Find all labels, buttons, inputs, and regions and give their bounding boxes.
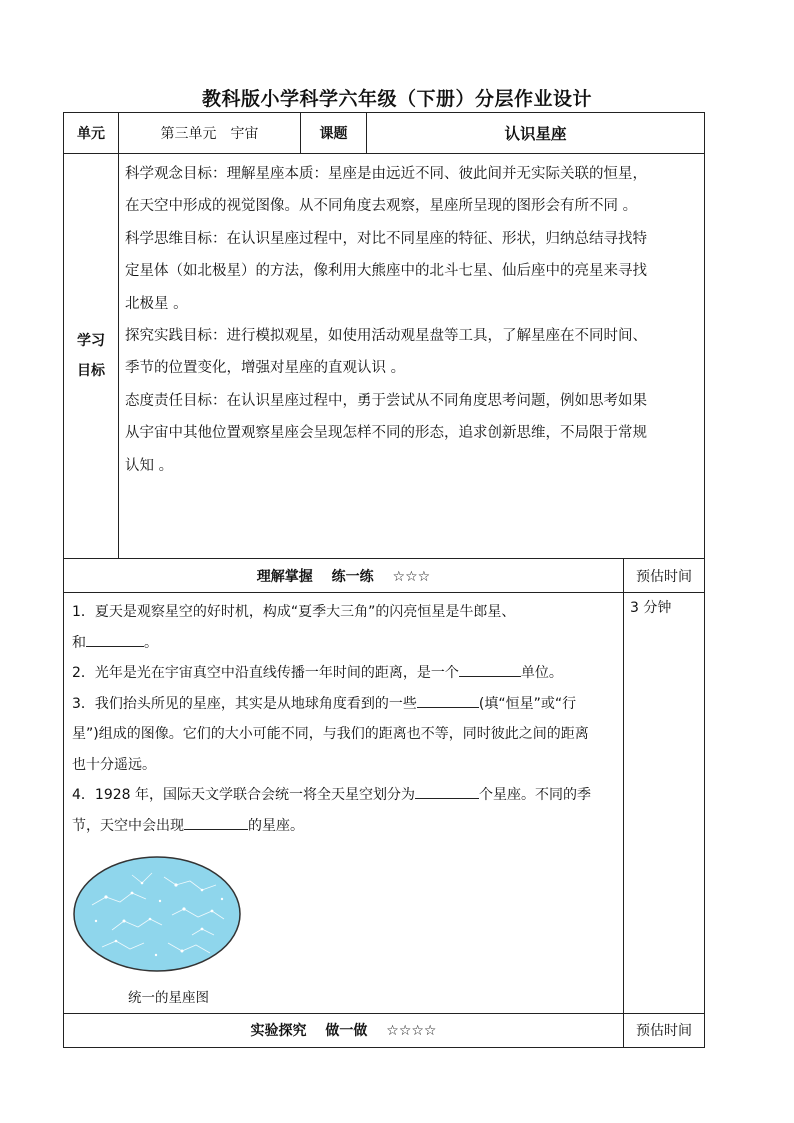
topic-label: 课题 <box>301 113 367 154</box>
answer-blank[interactable] <box>184 815 248 830</box>
unit-value: 第三单元 宇宙 <box>119 113 301 154</box>
question-3: 3．我们抬头所见的星座，其实是从地球角度看到的一些 (填“恒星”或“行 星”)组成的图像。它们的大小可能不同，与我们的距离也不等，同时彼此之间的距离 也十分遥远。 <box>72 689 615 781</box>
goal-line: 季节的位置变化，增强对星座的直观认识 。 <box>125 360 406 377</box>
section2-heading: 实验探究 做一做 ☆☆☆☆ <box>64 1013 624 1047</box>
section1-heading: 理解掌握 练一练 ☆☆☆ <box>64 559 624 593</box>
document-title: 教科版小学科学六年级（下册）分层作业设计 <box>201 88 592 110</box>
goal-line: 探究实践目标：进行模拟观星，如使用活动观星盘等工具，了解星座在不同时间、 <box>125 328 647 345</box>
goal-line: 在天空中形成的视觉图像。从不同角度去观察，星座所呈现的图形会有所不同 。 <box>125 198 638 215</box>
star-map-figure <box>72 855 615 1007</box>
answer-blank[interactable] <box>417 693 479 708</box>
goal-line: 北极星 。 <box>125 295 188 312</box>
question-2: 2．光年是光在宇宙真空中沿直线传播一年时间的距离，是一个 单位。 <box>72 658 615 689</box>
goals-label: 学习目标 <box>77 333 105 379</box>
section1-time-value: 3 分钟 <box>624 593 705 1014</box>
goal-line: 认知 。 <box>125 457 174 474</box>
goal-line: 定星体（如北极星）的方法，像利用大熊座中的北斗七星、仙后座中的亮星来寻找 <box>125 263 647 280</box>
goals-row <box>64 154 705 559</box>
question-1: 1．夏天是观察星空的好时机，构成“夏季大三角”的闪亮恒星是牛郎星、 和 。 <box>72 604 516 651</box>
section1-body-row <box>64 593 705 1014</box>
goals-content <box>119 154 705 559</box>
goal-line: 科学思维目标：在认识星座过程中，对比不同星座的特征、形状，归纳总结寻找特 <box>125 230 647 247</box>
assignment-table <box>63 112 705 1048</box>
section2-time-label: 预估时间 <box>624 1013 705 1047</box>
goal-line: 科学观念目标：理解星座本质：星座是由远近不同、彼此间并无实际关联的恒星， <box>125 166 647 182</box>
unit-label: 单元 <box>64 113 119 154</box>
figure-caption: 统一的星座图 <box>128 989 209 1006</box>
questions-cell <box>64 593 624 1014</box>
topic-value: 认识星座 <box>367 113 705 154</box>
goal-line: 从宇宙中其他位置观察星座会呈现怎样不同的形态，追求创新思维，不局限于常规 <box>125 425 647 442</box>
answer-blank[interactable] <box>415 784 479 799</box>
star-map-image <box>72 855 242 973</box>
goals-label-cell <box>64 154 119 559</box>
question-4: 4．1928 年，国际天文学联合会统一将全天星空划分为 个星座。不同的季 节，天空中会出现 的星座。 <box>72 780 615 841</box>
header-row <box>64 113 705 154</box>
answer-blank[interactable] <box>459 662 521 677</box>
section1-time-label: 预估时间 <box>624 559 705 593</box>
answer-blank[interactable] <box>86 632 144 647</box>
section2-header-row <box>64 1013 705 1047</box>
goal-line: 态度责任目标：在认识星座过程中，勇于尝试从不同角度思考问题，例如思考如果 <box>125 392 647 409</box>
section1-header-row <box>64 559 705 593</box>
